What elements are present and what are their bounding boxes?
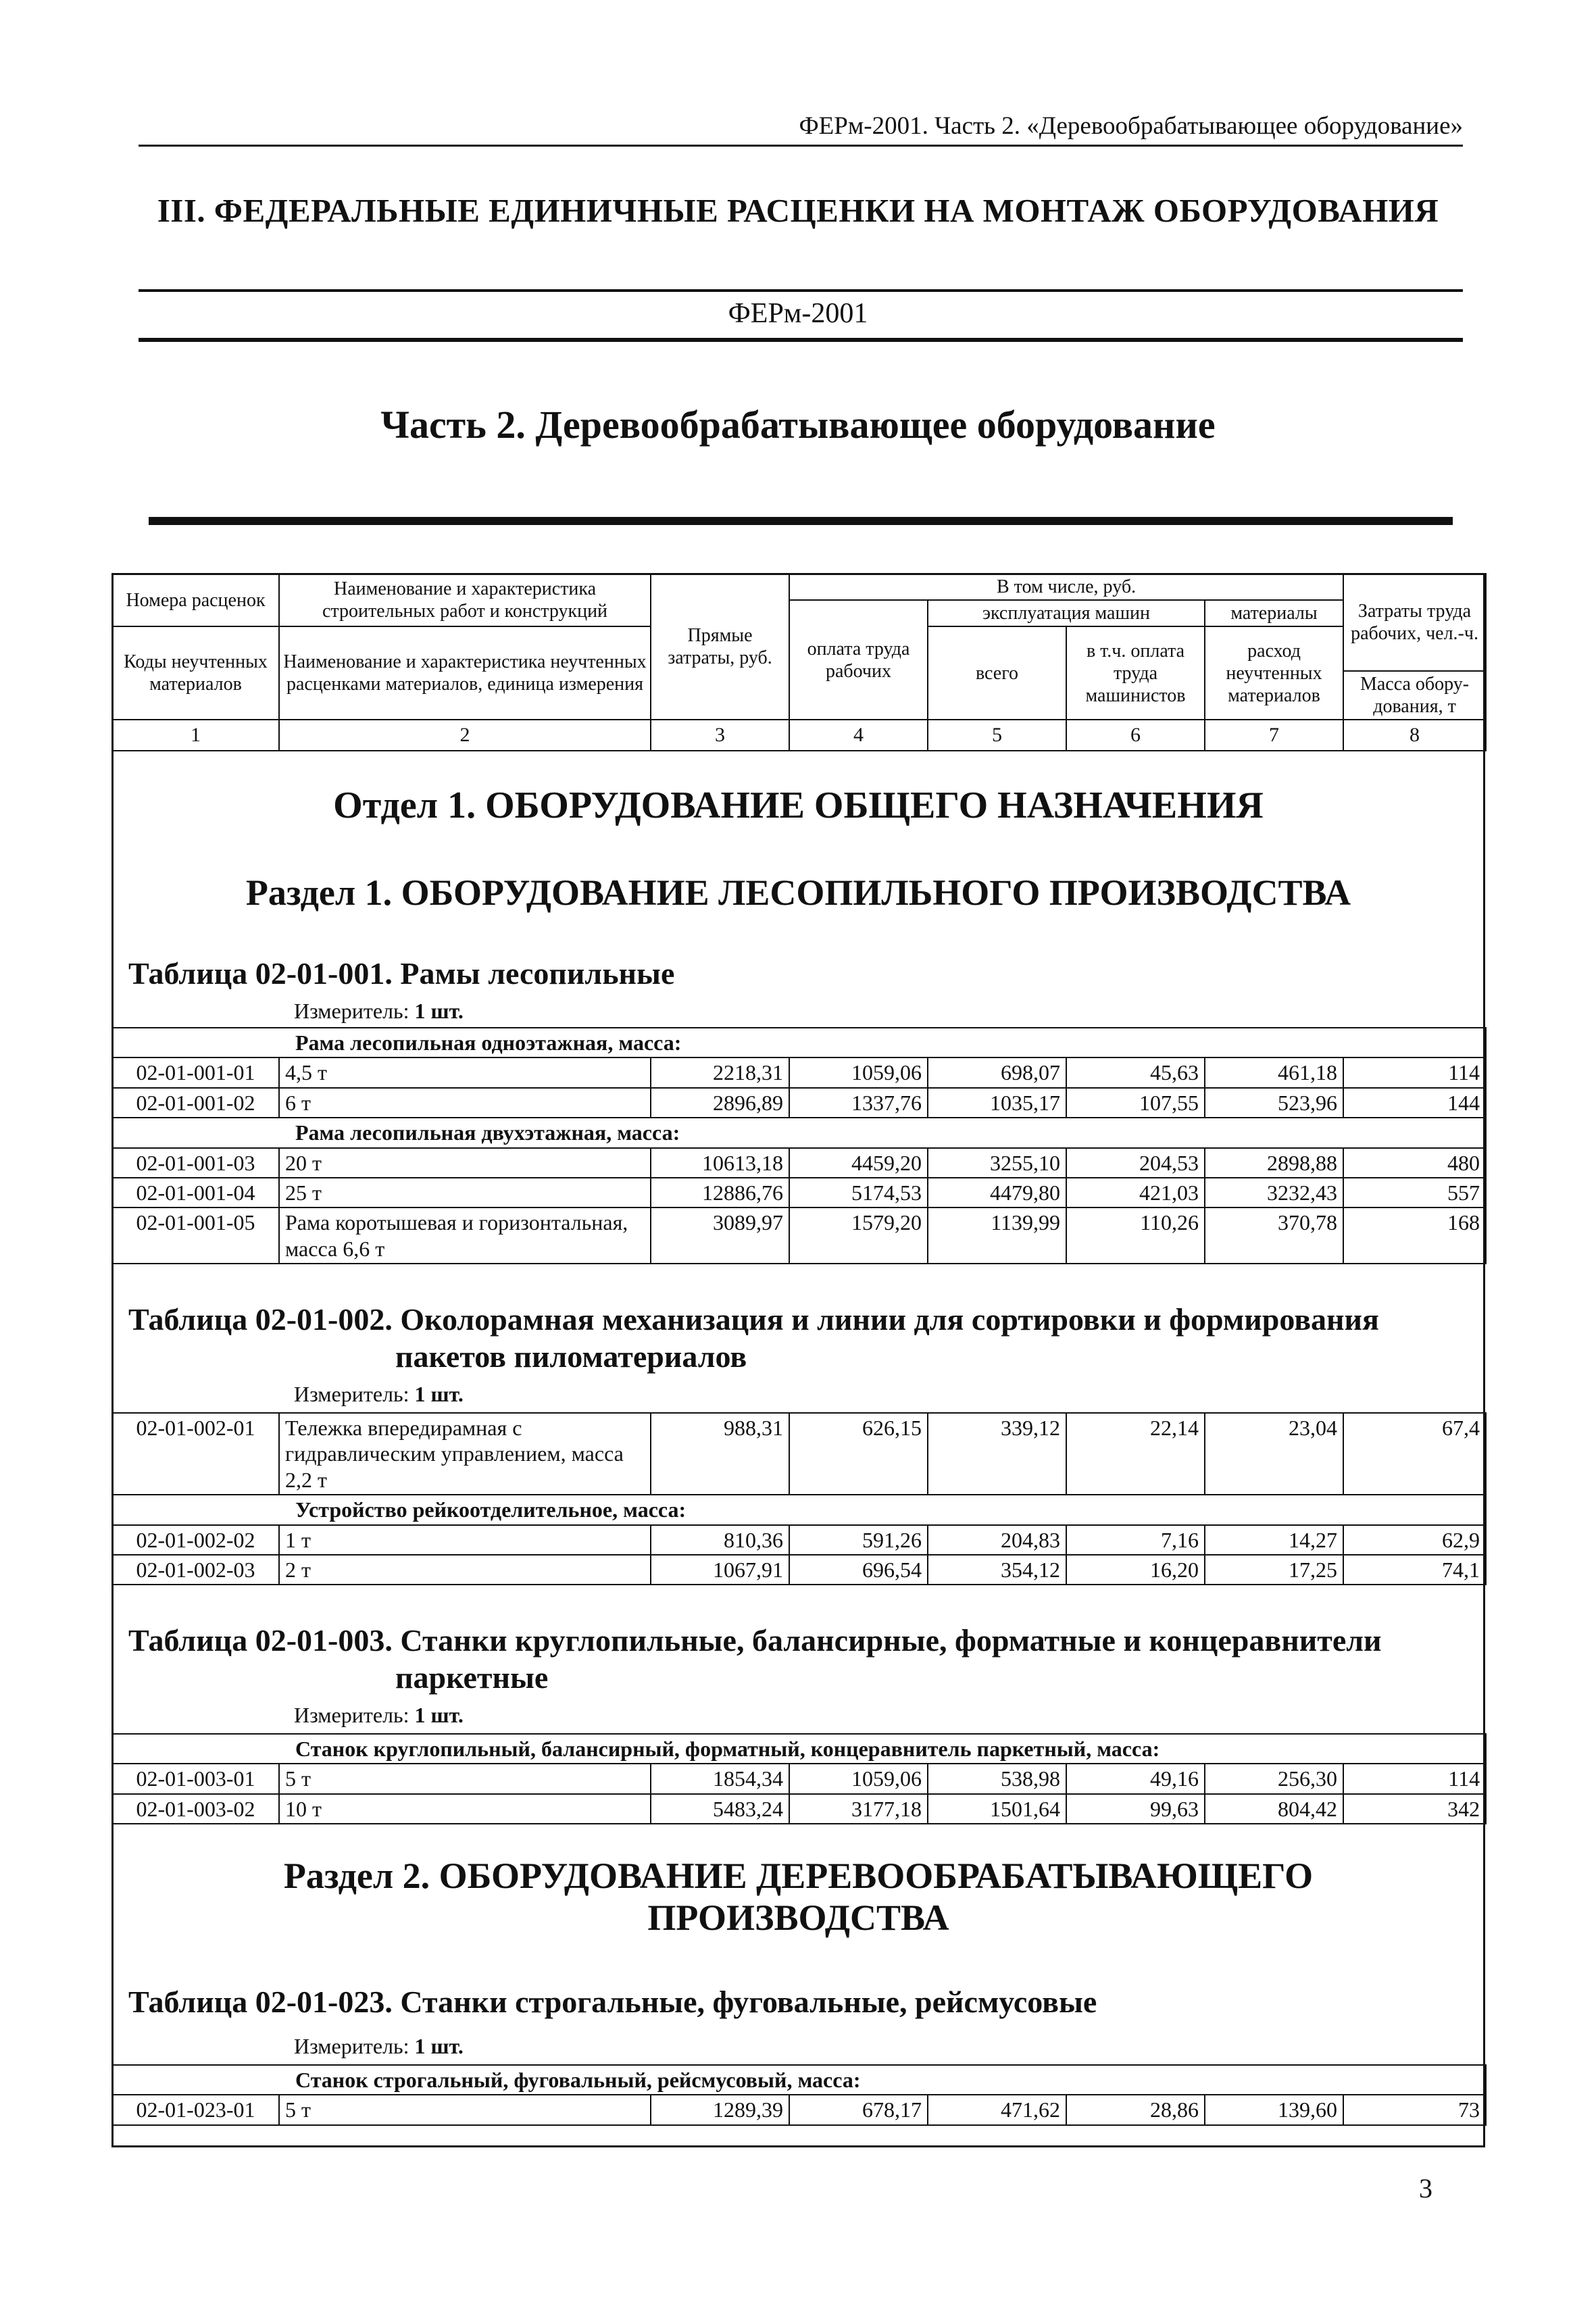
group-label: Рама лесопильная одноэтажная, масса: bbox=[112, 1028, 1486, 1057]
rate-value: 114 bbox=[1343, 1057, 1486, 1087]
rate-value: 804,42 bbox=[1205, 1794, 1343, 1824]
col-header-unaccounted-codes: Коды неучтенных материалов bbox=[112, 626, 279, 720]
rate-code: 02-01-001-01 bbox=[112, 1057, 279, 1087]
title-rule-top bbox=[139, 289, 1463, 292]
rate-value: 5483,24 bbox=[651, 1794, 789, 1824]
table-title-line1: Таблица 02-01-003. Станки круглопильные, балансирные, форматные и концеравнители bbox=[128, 1623, 1382, 1658]
rate-code: 02-01-002-01 bbox=[112, 1413, 279, 1495]
group-label: Станок строгальный, фуговальный, рейсмусовый, масса: bbox=[112, 2065, 1486, 2095]
rate-value: 523,96 bbox=[1205, 1088, 1343, 1118]
measure-unit bbox=[294, 2034, 464, 2059]
col-header-name: Наименование и характеристика строительных работ и конструкций bbox=[279, 574, 651, 626]
rate-value: 22,14 bbox=[1066, 1413, 1205, 1495]
rates-table-023 bbox=[111, 2064, 1487, 2126]
table-title bbox=[128, 1301, 1379, 1375]
rate-value: 204,53 bbox=[1066, 1148, 1205, 1178]
rate-description: 25 т bbox=[279, 1178, 651, 1208]
rates-table-002 bbox=[111, 1412, 1487, 1585]
rate-value: 988,31 bbox=[651, 1413, 789, 1495]
col-header-machinists-pay: в т.ч. оплата труда машинистов bbox=[1066, 626, 1205, 720]
rate-description: 20 т bbox=[279, 1148, 651, 1178]
rate-value: 12886,76 bbox=[651, 1178, 789, 1208]
rate-value: 1059,06 bbox=[789, 1057, 928, 1087]
measure-unit bbox=[294, 1382, 464, 1407]
table-title: Таблица 02-01-023. Станки строгальные, фуговальные, рейсмусовые bbox=[128, 1985, 1097, 2019]
table-row bbox=[112, 1057, 1486, 1087]
rate-value: 1289,39 bbox=[651, 2095, 789, 2124]
measure-unit bbox=[294, 1703, 464, 1728]
rate-value: 626,15 bbox=[789, 1413, 928, 1495]
measure-unit bbox=[294, 999, 464, 1024]
table-row bbox=[112, 2095, 1486, 2124]
rate-description: 2 т bbox=[279, 1555, 651, 1585]
col-header-equipment-mass: Масса обору-дования, т bbox=[1343, 671, 1486, 720]
table-row bbox=[112, 1794, 1486, 1824]
rate-value: 698,07 bbox=[928, 1057, 1066, 1087]
rate-value: 678,17 bbox=[789, 2095, 928, 2124]
measure-label: Измеритель: bbox=[294, 2034, 409, 2058]
rate-value: 1579,20 bbox=[789, 1208, 928, 1264]
table-row bbox=[112, 1413, 1486, 1495]
col-header-machines: эксплуатация машин bbox=[928, 600, 1205, 626]
rate-value: 17,25 bbox=[1205, 1555, 1343, 1585]
rate-value: 370,78 bbox=[1205, 1208, 1343, 1264]
rate-value: 99,63 bbox=[1066, 1794, 1205, 1824]
section-2-line2: ПРОИЗВОДСТВА bbox=[647, 1897, 949, 1939]
table-title-line1: Таблица 02-01-002. Околорамная механизация и линии для сортировки и формирования bbox=[128, 1302, 1379, 1337]
rate-value: 480 bbox=[1343, 1148, 1486, 1178]
rate-value: 1337,76 bbox=[789, 1088, 928, 1118]
rate-value: 16,20 bbox=[1066, 1555, 1205, 1585]
col-number: 7 bbox=[1205, 720, 1343, 750]
measure-label: Измеритель: bbox=[294, 1382, 409, 1406]
rate-value: 538,98 bbox=[928, 1764, 1066, 1793]
col-number: 8 bbox=[1343, 720, 1486, 750]
table-row bbox=[112, 1525, 1486, 1555]
main-title: III. ФЕДЕРАЛЬНЫЕ ЕДИНИЧНЫЕ РАСЦЕНКИ НА МОНТАЖ ОБОРУДОВАНИЯ bbox=[157, 192, 1439, 229]
rate-code: 02-01-001-05 bbox=[112, 1208, 279, 1264]
table-row bbox=[112, 1764, 1486, 1793]
rate-value: 810,36 bbox=[651, 1525, 789, 1555]
rate-code: 02-01-001-03 bbox=[112, 1148, 279, 1178]
rate-value: 139,60 bbox=[1205, 2095, 1343, 2124]
col-number: 4 bbox=[789, 720, 928, 750]
rate-value: 7,16 bbox=[1066, 1525, 1205, 1555]
table-row bbox=[112, 1555, 1486, 1585]
rate-value: 14,27 bbox=[1205, 1525, 1343, 1555]
rate-description: 6 т bbox=[279, 1088, 651, 1118]
rate-description: 1 т bbox=[279, 1525, 651, 1555]
group-row bbox=[112, 1028, 1486, 1057]
page-number: 3 bbox=[1419, 2173, 1432, 2204]
group-row bbox=[112, 1118, 1486, 1147]
rate-value: 471,62 bbox=[928, 2095, 1066, 2124]
col-number: 6 bbox=[1066, 720, 1205, 750]
rate-value: 1854,34 bbox=[651, 1764, 789, 1793]
rate-value: 168 bbox=[1343, 1208, 1486, 1264]
rate-value: 3089,97 bbox=[651, 1208, 789, 1264]
rate-description: Рама коротышевая и горизонтальная, масса 6,6 т bbox=[279, 1208, 651, 1264]
rate-value: 107,55 bbox=[1066, 1088, 1205, 1118]
table-row bbox=[112, 1088, 1486, 1118]
rate-code: 02-01-023-01 bbox=[112, 2095, 279, 2124]
rate-value: 114 bbox=[1343, 1764, 1486, 1793]
measure-value: 1 шт. bbox=[414, 999, 464, 1023]
rate-code: 02-01-003-01 bbox=[112, 1764, 279, 1793]
rate-value: 2898,88 bbox=[1205, 1148, 1343, 1178]
rate-value: 204,83 bbox=[928, 1525, 1066, 1555]
rate-value: 49,16 bbox=[1066, 1764, 1205, 1793]
table-row bbox=[112, 1148, 1486, 1178]
running-header: ФЕРм-2001. Часть 2. «Деревообрабатывающее оборудование» bbox=[799, 112, 1463, 140]
rates-table-001 bbox=[111, 1027, 1487, 1264]
group-label: Станок круглопильный, балансирный, форматный, концеравнитель паркетный, масса: bbox=[112, 1734, 1486, 1764]
rate-value: 1501,64 bbox=[928, 1794, 1066, 1824]
sub-title: ФЕРм-2001 bbox=[728, 298, 868, 329]
rate-value: 45,63 bbox=[1066, 1057, 1205, 1087]
rate-value: 5174,53 bbox=[789, 1178, 928, 1208]
department-heading: Отдел 1. ОБОРУДОВАНИЕ ОБЩЕГО НАЗНАЧЕНИЯ bbox=[333, 785, 1264, 826]
rate-value: 421,03 bbox=[1066, 1178, 1205, 1208]
rate-value: 73 bbox=[1343, 2095, 1486, 2124]
measure-value: 1 шт. bbox=[414, 2034, 464, 2058]
group-label: Устройство рейкоотделительное, масса: bbox=[112, 1495, 1486, 1524]
rate-description: 10 т bbox=[279, 1794, 651, 1824]
rate-value: 74,1 bbox=[1343, 1555, 1486, 1585]
measure-value: 1 шт. bbox=[414, 1703, 464, 1727]
col-number: 5 bbox=[928, 720, 1066, 750]
col-number: 2 bbox=[279, 720, 651, 750]
rate-value: 1067,91 bbox=[651, 1555, 789, 1585]
rate-value: 3255,10 bbox=[928, 1148, 1066, 1178]
rate-code: 02-01-001-04 bbox=[112, 1178, 279, 1208]
rate-value: 67,4 bbox=[1343, 1413, 1486, 1495]
rate-code: 02-01-003-02 bbox=[112, 1794, 279, 1824]
group-label: Рама лесопильная двухэтажная, масса: bbox=[112, 1118, 1486, 1147]
col-number: 1 bbox=[112, 720, 279, 750]
column-header-table bbox=[111, 573, 1487, 751]
col-header-materials: материалы bbox=[1205, 600, 1343, 626]
rate-value: 1035,17 bbox=[928, 1088, 1066, 1118]
rate-value: 110,26 bbox=[1066, 1208, 1205, 1264]
rate-description: 5 т bbox=[279, 2095, 651, 2124]
col-header-materials-expense: расход неучтенных материалов bbox=[1205, 626, 1343, 720]
table-row bbox=[112, 1208, 1486, 1264]
col-number: 3 bbox=[651, 720, 789, 750]
rate-value: 461,18 bbox=[1205, 1057, 1343, 1087]
header-rule bbox=[139, 145, 1463, 147]
rate-code: 02-01-002-03 bbox=[112, 1555, 279, 1585]
section-1-heading: Раздел 1. ОБОРУДОВАНИЕ ЛЕСОПИЛЬНОГО ПРОИЗВОДСТВА bbox=[245, 872, 1351, 913]
rate-value: 3232,43 bbox=[1205, 1178, 1343, 1208]
table-title-line2: паркетные bbox=[395, 1660, 549, 1695]
col-header-incl: В том числе, руб. bbox=[789, 574, 1343, 600]
rate-value: 28,86 bbox=[1066, 2095, 1205, 2124]
rate-value: 23,04 bbox=[1205, 1413, 1343, 1495]
rate-value: 1059,06 bbox=[789, 1764, 928, 1793]
rate-value: 557 bbox=[1343, 1178, 1486, 1208]
measure-label: Измеритель: bbox=[294, 999, 409, 1023]
table-title bbox=[128, 1622, 1382, 1696]
rates-table-003 bbox=[111, 1733, 1487, 1824]
table-title: Таблица 02-01-001. Рамы лесопильные bbox=[128, 956, 675, 991]
section-2-line1: Раздел 2. ОБОРУДОВАНИЕ ДЕРЕВООБРАБАТЫВАЮЩЕГО bbox=[283, 1856, 1314, 1896]
col-header-codes: Номера расценок bbox=[112, 574, 279, 626]
rate-value: 342 bbox=[1343, 1794, 1486, 1824]
group-row bbox=[112, 2065, 1486, 2095]
part-title: Часть 2. Деревообрабатывающее оборудование bbox=[380, 403, 1216, 447]
rate-value: 1139,99 bbox=[928, 1208, 1066, 1264]
rate-value: 10613,18 bbox=[651, 1148, 789, 1178]
group-row bbox=[112, 1734, 1486, 1764]
rate-value: 144 bbox=[1343, 1088, 1486, 1118]
rate-value: 62,9 bbox=[1343, 1525, 1486, 1555]
rate-description: 4,5 т bbox=[279, 1057, 651, 1087]
rate-value: 3177,18 bbox=[789, 1794, 928, 1824]
rate-value: 256,30 bbox=[1205, 1764, 1343, 1793]
col-header-direct-costs: Прямые затраты, руб. bbox=[651, 574, 789, 720]
rate-value: 4479,80 bbox=[928, 1178, 1066, 1208]
col-header-labor-hours: Затраты труда рабочих, чел.-ч. bbox=[1343, 574, 1486, 671]
title-rule-bottom bbox=[139, 338, 1463, 342]
rate-value: 339,12 bbox=[928, 1413, 1066, 1495]
rate-value: 4459,20 bbox=[789, 1148, 928, 1178]
col-header-machines-total: всего bbox=[928, 626, 1066, 720]
rate-description: 5 т bbox=[279, 1764, 651, 1793]
col-header-labor: оплата труда рабочих bbox=[789, 600, 928, 720]
col-header-unaccounted-name: Наименование и характеристика неучтенных расценками материалов, единица измерения bbox=[279, 626, 651, 720]
section-2-heading bbox=[111, 1855, 1485, 1939]
rate-code: 02-01-001-02 bbox=[112, 1088, 279, 1118]
measure-value: 1 шт. bbox=[414, 1382, 464, 1406]
table-title-line2: пакетов пиломатериалов bbox=[395, 1339, 747, 1374]
table-row bbox=[112, 1178, 1486, 1208]
rate-code: 02-01-002-02 bbox=[112, 1525, 279, 1555]
rate-value: 2218,31 bbox=[651, 1057, 789, 1087]
rate-value: 2896,89 bbox=[651, 1088, 789, 1118]
group-row bbox=[112, 1495, 1486, 1524]
measure-label: Измеритель: bbox=[294, 1703, 409, 1727]
rate-description: Тележка впередирамная с гидравлическим управлением, масса 2,2 т bbox=[279, 1413, 651, 1495]
rate-value: 696,54 bbox=[789, 1555, 928, 1585]
rate-value: 591,26 bbox=[789, 1525, 928, 1555]
rate-value: 354,12 bbox=[928, 1555, 1066, 1585]
part-rule bbox=[149, 517, 1453, 525]
